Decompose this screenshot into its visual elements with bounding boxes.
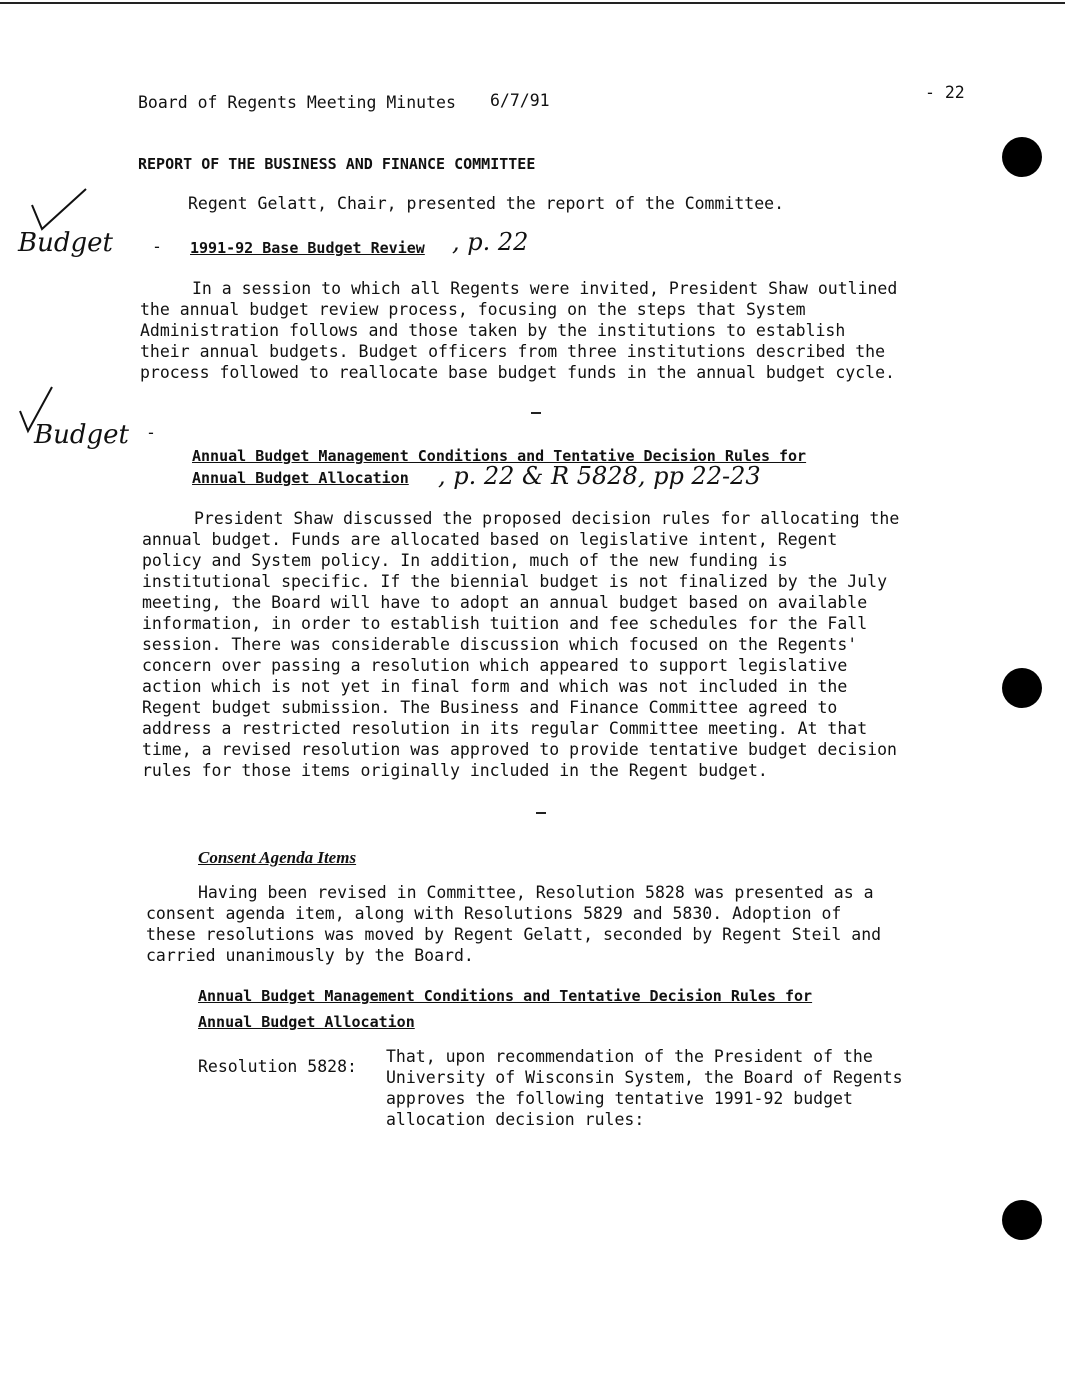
resolution-body [386,1046,903,1130]
section2-line: policy and System policy. In addition, much of the new funding is [142,551,788,570]
header-title: Board of Regents Meeting Minutes [138,93,456,112]
consent-line: consent agenda item, along with Resolutions 5829 and 5830. Adoption of [146,904,842,923]
section1-line: their annual budgets. Budget officers from three institutions described the [140,342,886,361]
section2-line: rules for those items originally included in the Regent budget. [142,761,768,780]
header-date: 6/7/91 [490,91,550,110]
section3-heading-line2: Annual Budget Allocation [198,1013,415,1031]
intro-text: Regent Gelatt, Chair, presented the report of the Committee. [188,194,785,213]
section1-line: Administration follows and those taken by the institutions to establish [140,321,846,340]
report-title: REPORT OF THE BUSINESS AND FINANCE COMMITTEE [138,155,536,173]
separator-2 [536,812,546,814]
punch-hole-middle [1002,668,1042,708]
margin-note-budget-1: Budget [18,228,113,258]
section2-line: President Shaw discussed the proposed decision rules for allocating the [194,509,900,528]
section2-line: action which is not yet in final form and which was not included in the [142,677,848,696]
section1-heading: 1991-92 Base Budget Review [190,239,425,257]
section1-body [140,278,897,383]
resolution-line: approves the following tentative 1991-92 budget [386,1089,853,1108]
section2-line: institutional specific. If the biennial budget is not finalized by the July [142,572,888,591]
resolution-line: University of Wisconsin System, the Board of Regents [386,1068,903,1087]
section2-heading-line1: Annual Budget Management Conditions and Tentative Decision Rules for [192,447,807,465]
section2-line: annual budget. Funds are allocated based on legislative intent, Regent [142,530,838,549]
page-number: - 22 [925,83,965,102]
resolution-line: That, upon recommendation of the President of the [386,1047,873,1066]
section2-line: session. There was considerable discussion which focused on the Regents' [142,635,858,654]
punch-hole-bottom [1002,1200,1042,1240]
consent-line: carried unanimously by the Board. [146,946,474,965]
section2-line: time, a revised resolution was approved to provide tentative budget decision [142,740,897,759]
top-edge-line [0,2,1065,4]
resolution-line: allocation decision rules: [386,1110,645,1129]
section2-heading-line2: Annual Budget Allocation [192,469,409,487]
margin-dash-2: - [146,423,156,442]
consent-body [146,882,881,966]
section3-heading-line1: Annual Budget Management Conditions and Tentative Decision Rules for [198,987,813,1005]
consent-line: these resolutions was moved by Regent Gelatt, seconded by Regent Steil and [146,925,882,944]
section1-line: process followed to reallocate base budget funds in the annual budget cycle. [140,363,895,382]
section2-line: address a restricted resolution in its regular Committee meeting. At that [142,719,868,738]
section2-annotation: , p. 22 & R 5828, pp 22-23 [438,462,761,490]
resolution-label: Resolution 5828: [198,1057,357,1076]
section2-line: Regent budget submission. The Business and Finance Committee agreed to [142,698,838,717]
section1-annotation: , p. 22 [452,228,529,256]
section1-line: In a session to which all Regents were invited, President Shaw outlined [192,279,898,298]
section2-line: information, in order to establish tuition and fee schedules for the Fall [142,614,868,633]
section1-line: the annual budget review process, focusing on the steps that System [140,300,806,319]
margin-note-budget-2: Budget [34,420,129,450]
section2-line: meeting, the Board will have to adopt an annual budget based on available [142,593,868,612]
consent-line: Having been revised in Committee, Resolution 5828 was presented as a [198,883,874,902]
margin-dash-1: - [152,237,162,256]
separator-1 [531,412,541,414]
section2-body [142,508,899,781]
punch-hole-top [1002,137,1042,177]
section2-line: concern over passing a resolution which appeared to support legislative [142,656,848,675]
consent-heading: Consent Agenda Items [198,848,357,867]
